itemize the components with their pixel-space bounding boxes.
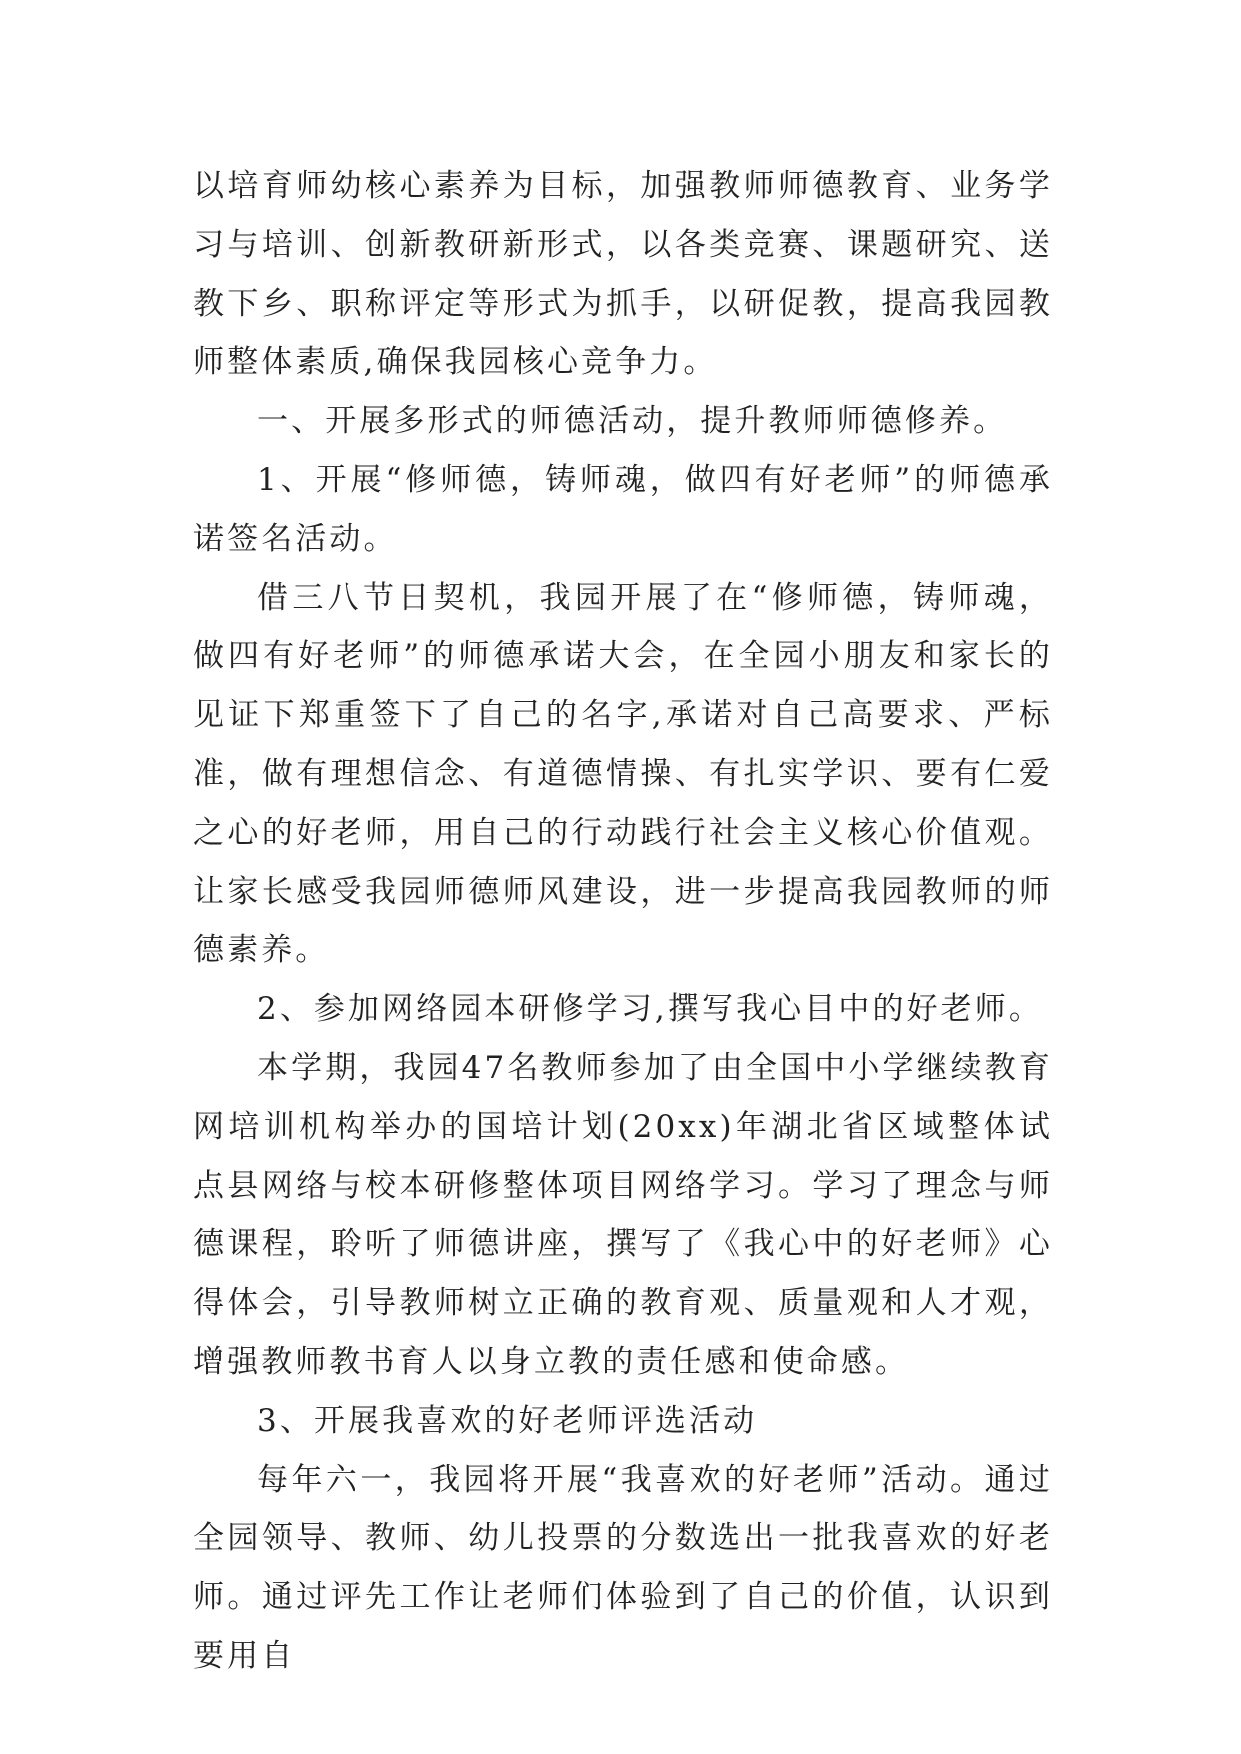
subheading-1: 1、开展“修师德，铸师魂，做四有好老师”的师德承诺签名活动。: [193, 461, 1053, 557]
paragraph-online-training: 本学期，我园47名教师参加了由全国中小学继续教育网培训机构举办的国培计划(20xx)年湖北省区域整体试点县网络与校本研修整体项目网络学习。学习了理念与师德课程，聆听了师德讲座，撰写了《我心中的好老师》心得体会，引导教师树立正确的教育观、质量观和人才观，增强教师教书育人以身立教的责任感和使命感。: [193, 1049, 1053, 1380]
paragraph-commitment: 借三八节日契机，我园开展了在“修师德，铸师魂，做四有好老师”的师德承诺大会，在全园小朋友和家长的见证下郑重签下了自己的名字,承诺对自己高要求、严标准，做有理想信念、有道德情操、有扎实学识、要有仁爱之心的好老师，用自己的行动践行社会主义核心价值观。让家长感受我园师德师风建设，进一步提高我园教师的师德素养。: [193, 579, 1053, 969]
subheading-2: 2、参加网络园本研修学习,撰写我心目中的好老师。: [257, 991, 1043, 1028]
paragraph-intro-continuation: 以培育师幼核心素养为目标，加强教师师德教育、业务学习与培训、创新教研新形式，以各类竞赛、课题研究、送教下乡、职称评定等形式为抓手，以研促教，提高我园教师整体素质,确保我园核心竞争力。: [193, 168, 1053, 381]
section-heading-1: 一、开展多形式的师德活动，提升教师师德修养。: [257, 403, 1008, 440]
subheading-3: 3、开展我喜欢的好老师评选活动: [257, 1402, 758, 1439]
paragraph-teacher-selection: 每年六一，我园将开展“我喜欢的好老师”活动。通过全园领导、教师、幼儿投票的分数选出一批我喜欢的好老师。通过评先工作让老师们体验到了自己的价值，认识到要用自: [193, 1461, 1053, 1674]
document-body: [193, 157, 1053, 1686]
